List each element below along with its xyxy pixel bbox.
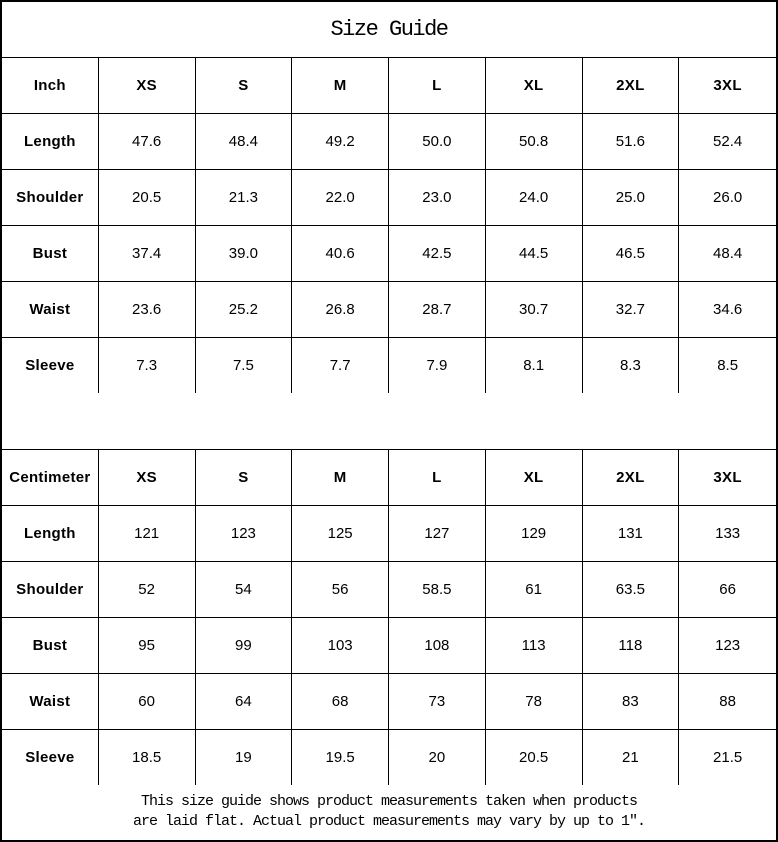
size-header-cell: L — [389, 58, 486, 113]
measurement-value-cell: 34.6 — [713, 301, 743, 319]
measurement-value-cell: 25.2 — [196, 282, 293, 337]
measurement-row — [2, 338, 776, 393]
measurement-value-cell: 78 — [486, 674, 583, 729]
measurement-value-cell: 25.0 — [583, 170, 680, 225]
measurement-row — [2, 114, 776, 170]
measurement-row — [2, 226, 776, 282]
measurement-value-cell: 83 — [583, 674, 680, 729]
table-spacer — [2, 393, 776, 449]
measurement-value-cell: 32.7 — [583, 282, 680, 337]
measurement-value-cell: 7.3 — [99, 338, 196, 393]
measurement-value-cell: 73 — [389, 674, 486, 729]
size-header-cell: XL — [486, 58, 583, 113]
measurement-value-cell: 64 — [196, 674, 293, 729]
measurement-label-cell: Bust — [2, 226, 99, 281]
measurement-value-cell: 88 — [719, 692, 736, 710]
measurement-value-cell: 123 — [196, 506, 293, 561]
measurement-value-cell: 21.5 — [713, 748, 743, 766]
size-header-cell: M — [292, 58, 389, 113]
size-header-cell: S — [196, 58, 293, 113]
size-header-cell: XL — [486, 450, 583, 505]
measurement-value-cell: 20.5 — [486, 730, 583, 785]
measurement-value-cell: 7.5 — [196, 338, 293, 393]
unit-header-cell: Inch — [2, 58, 99, 113]
measurement-value-cell: 20.5 — [99, 170, 196, 225]
size-header-cell: 3XL — [713, 77, 742, 95]
footer-note-line-1: This size guide shows product measurements taken when products — [140, 793, 638, 811]
measurement-label-cell: Length — [2, 114, 99, 169]
measurement-value-cell: 131 — [583, 506, 680, 561]
measurement-row — [2, 170, 776, 226]
measurement-value-cell: 44.5 — [486, 226, 583, 281]
measurement-row — [2, 674, 776, 730]
measurement-value-cell: 54 — [196, 562, 293, 617]
measurement-row — [2, 506, 776, 562]
measurement-label-cell: Bust — [2, 618, 99, 673]
measurement-value-cell: 7.7 — [292, 338, 389, 393]
size-header-row — [2, 450, 776, 506]
measurement-value-cell: 125 — [292, 506, 389, 561]
measurement-value-cell: 19 — [196, 730, 293, 785]
measurement-value-cell: 52.4 — [713, 133, 743, 151]
measurement-value-cell: 127 — [389, 506, 486, 561]
measurement-value-cell: 61 — [486, 562, 583, 617]
unit-header-cell: Centimeter — [2, 450, 99, 505]
measurement-row — [2, 730, 776, 785]
measurement-value-cell: 51.6 — [583, 114, 680, 169]
page-title: Size Guide — [2, 2, 776, 58]
measurement-value-cell: 23.0 — [389, 170, 486, 225]
measurement-value-cell: 21 — [583, 730, 680, 785]
size-header-cell: M — [292, 450, 389, 505]
measurement-value-cell: 113 — [486, 618, 583, 673]
measurement-label-cell: Sleeve — [2, 730, 99, 785]
measurement-value-cell: 108 — [389, 618, 486, 673]
measurement-value-cell: 66 — [719, 580, 736, 598]
measurement-value-cell: 58.5 — [389, 562, 486, 617]
measurement-value-cell: 8.1 — [486, 338, 583, 393]
size-header-cell: 2XL — [583, 450, 680, 505]
measurement-value-cell: 68 — [292, 674, 389, 729]
measurement-label-cell: Waist — [2, 674, 99, 729]
measurement-value-cell: 21.3 — [196, 170, 293, 225]
measurement-value-cell: 8.5 — [717, 357, 739, 375]
measurement-label-cell: Sleeve — [2, 338, 99, 393]
footer-note-line-2: are laid flat. Actual product measurements may vary by up to 1″. — [132, 813, 646, 831]
size-header-cell: 3XL — [713, 468, 742, 486]
measurement-row — [2, 282, 776, 338]
measurement-value-cell: 121 — [99, 506, 196, 561]
measurement-value-cell: 123 — [715, 636, 741, 654]
measurement-value-cell: 63.5 — [583, 562, 680, 617]
measurement-value-cell: 8.3 — [583, 338, 680, 393]
measurement-value-cell: 60 — [99, 674, 196, 729]
size-header-cell: 2XL — [583, 58, 680, 113]
size-header-cell: XS — [99, 450, 196, 505]
footer-note — [2, 785, 776, 840]
measurement-value-cell: 22.0 — [292, 170, 389, 225]
size-header-row — [2, 58, 776, 114]
measurement-value-cell: 30.7 — [486, 282, 583, 337]
measurement-value-cell: 50.8 — [486, 114, 583, 169]
measurement-value-cell: 129 — [486, 506, 583, 561]
measurement-value-cell: 47.6 — [99, 114, 196, 169]
measurement-value-cell: 23.6 — [99, 282, 196, 337]
measurement-value-cell: 46.5 — [583, 226, 680, 281]
measurement-label-cell: Length — [2, 506, 99, 561]
measurement-value-cell: 28.7 — [389, 282, 486, 337]
measurement-label-cell: Shoulder — [2, 170, 99, 225]
measurement-value-cell: 40.6 — [292, 226, 389, 281]
size-header-cell: XS — [99, 58, 196, 113]
measurement-value-cell: 52 — [99, 562, 196, 617]
measurement-value-cell: 19.5 — [292, 730, 389, 785]
measurement-label-cell: Waist — [2, 282, 99, 337]
measurement-value-cell: 26.0 — [713, 189, 743, 207]
measurement-value-cell: 49.2 — [292, 114, 389, 169]
measurement-label-cell: Shoulder — [2, 562, 99, 617]
measurement-row — [2, 562, 776, 618]
measurement-value-cell: 48.4 — [713, 245, 743, 263]
measurement-value-cell: 56 — [292, 562, 389, 617]
size-header-cell: L — [389, 450, 486, 505]
measurement-value-cell: 20 — [389, 730, 486, 785]
measurement-value-cell: 133 — [715, 524, 741, 542]
measurement-value-cell: 99 — [196, 618, 293, 673]
measurement-value-cell: 18.5 — [99, 730, 196, 785]
measurement-value-cell: 50.0 — [389, 114, 486, 169]
measurement-row — [2, 618, 776, 674]
measurement-value-cell: 7.9 — [389, 338, 486, 393]
measurement-value-cell: 95 — [99, 618, 196, 673]
measurement-value-cell: 42.5 — [389, 226, 486, 281]
size-header-cell: S — [196, 450, 293, 505]
measurement-value-cell: 24.0 — [486, 170, 583, 225]
measurement-value-cell: 26.8 — [292, 282, 389, 337]
measurement-value-cell: 118 — [583, 618, 680, 673]
measurement-value-cell: 37.4 — [99, 226, 196, 281]
measurement-value-cell: 103 — [292, 618, 389, 673]
measurement-value-cell: 39.0 — [196, 226, 293, 281]
measurement-value-cell: 48.4 — [196, 114, 293, 169]
